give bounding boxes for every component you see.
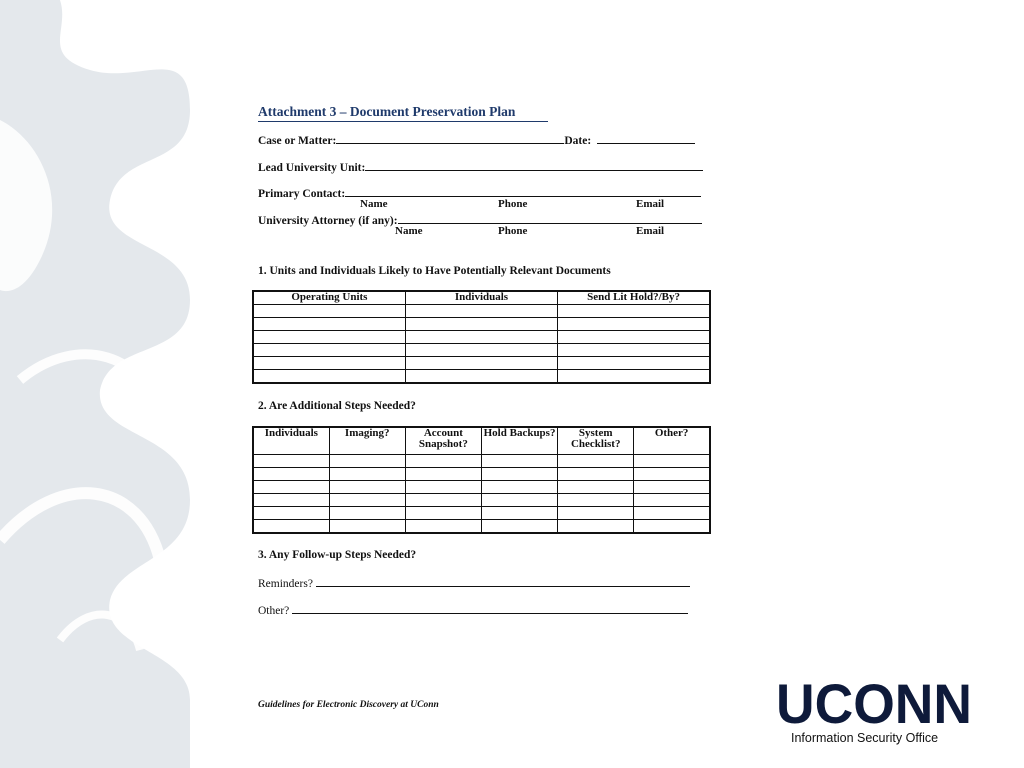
additional-steps-table <box>252 426 711 534</box>
table-cell[interactable] <box>405 494 481 507</box>
table-cell[interactable] <box>253 507 329 520</box>
table-cell[interactable] <box>481 455 557 468</box>
table-cell[interactable] <box>634 455 710 468</box>
table-row <box>253 494 710 507</box>
section2-heading: 2. Are Additional Steps Needed? <box>258 400 416 412</box>
table-cell[interactable] <box>634 507 710 520</box>
table-cell[interactable] <box>405 357 557 370</box>
uconn-logo <box>774 676 974 728</box>
table-cell[interactable] <box>558 468 634 481</box>
lead-unit-row <box>258 159 703 173</box>
table-row <box>253 468 710 481</box>
table-cell[interactable] <box>329 494 405 507</box>
table-cell[interactable] <box>405 507 481 520</box>
column-header: Account Snapshot? <box>405 427 481 455</box>
table-cell[interactable] <box>253 344 405 357</box>
case-line <box>336 132 564 144</box>
document-title: Attachment 3 – Document Preservation Plan <box>258 104 516 119</box>
table-cell[interactable] <box>558 494 634 507</box>
table-cell[interactable] <box>558 305 710 318</box>
table-row <box>253 370 710 384</box>
table-row <box>253 481 710 494</box>
primary-contact-line <box>345 185 701 197</box>
primary-contact-row <box>258 185 701 199</box>
attorney-label: University Attorney (if any): <box>258 215 398 227</box>
attorney-phone-caption: Phone <box>498 225 528 237</box>
table-cell[interactable] <box>634 481 710 494</box>
table-cell[interactable] <box>253 520 329 534</box>
reminders-line[interactable] <box>316 575 690 587</box>
primary-contact-phone-caption: Phone <box>498 198 528 210</box>
table-cell[interactable] <box>329 520 405 534</box>
attorney-row <box>258 212 702 226</box>
case-label: Case or Matter: <box>258 135 337 147</box>
table-cell[interactable] <box>558 331 710 344</box>
other-line[interactable] <box>292 602 688 614</box>
table-cell[interactable] <box>253 357 405 370</box>
oak-leaf-background <box>0 0 190 768</box>
table-cell[interactable] <box>405 520 481 534</box>
table-cell[interactable] <box>405 468 481 481</box>
document-footer: Guidelines for Electronic Discovery at UConn <box>258 700 439 710</box>
table-cell[interactable] <box>253 318 405 331</box>
table-cell[interactable] <box>253 305 405 318</box>
attorney-line <box>398 212 702 224</box>
table-cell[interactable] <box>253 494 329 507</box>
table-cell[interactable] <box>405 331 557 344</box>
table-cell[interactable] <box>405 481 481 494</box>
table-cell[interactable] <box>634 468 710 481</box>
other-label: Other? <box>258 605 290 617</box>
table-row <box>253 507 710 520</box>
lead-unit-line <box>365 159 703 171</box>
table-cell[interactable] <box>558 357 710 370</box>
table-cell[interactable] <box>253 481 329 494</box>
org-name: Information Security Office <box>791 731 939 745</box>
reminders-row <box>258 575 690 589</box>
table-row <box>253 344 710 357</box>
table-cell[interactable] <box>253 468 329 481</box>
table-cell[interactable] <box>558 520 634 534</box>
table-cell[interactable] <box>253 455 329 468</box>
primary-contact-label: Primary Contact: <box>258 188 346 200</box>
table-cell[interactable] <box>481 468 557 481</box>
column-header: Other? <box>634 427 710 455</box>
table-cell[interactable] <box>481 481 557 494</box>
table-cell[interactable] <box>558 507 634 520</box>
column-header: Operating Units <box>253 291 405 305</box>
table-cell[interactable] <box>558 370 710 384</box>
table-row <box>253 331 710 344</box>
table-row <box>253 305 710 318</box>
section1-heading: 1. Units and Individuals Likely to Have Potentially Relevant Documents <box>258 265 611 277</box>
other-row <box>258 602 688 616</box>
column-header: System Checklist? <box>558 427 634 455</box>
table-cell[interactable] <box>329 481 405 494</box>
table-cell[interactable] <box>558 344 710 357</box>
column-header: Send Lit Hold?/By? <box>558 291 710 305</box>
table-cell[interactable] <box>481 507 557 520</box>
table-cell[interactable] <box>329 455 405 468</box>
column-header: Individuals <box>253 427 329 455</box>
title-underline <box>258 121 548 122</box>
logo-wordmark: UCONN <box>776 676 972 728</box>
primary-contact-name-caption: Name <box>360 198 388 210</box>
table-cell[interactable] <box>253 331 405 344</box>
column-header: Hold Backups? <box>481 427 557 455</box>
units-individuals-table <box>252 290 711 384</box>
table-cell[interactable] <box>405 318 557 331</box>
table-cell[interactable] <box>634 520 710 534</box>
date-line <box>597 132 695 144</box>
table-cell[interactable] <box>558 318 710 331</box>
column-header: Imaging? <box>329 427 405 455</box>
date-label: Date: <box>564 135 592 147</box>
table-cell[interactable] <box>558 455 634 468</box>
lead-unit-label: Lead University Unit: <box>258 162 366 174</box>
attorney-name-caption: Name <box>395 225 423 237</box>
column-header: Individuals <box>405 291 557 305</box>
table-row <box>253 318 710 331</box>
table-cell[interactable] <box>329 507 405 520</box>
table-cell[interactable] <box>481 520 557 534</box>
attorney-email-caption: Email <box>636 225 665 237</box>
table-cell[interactable] <box>481 494 557 507</box>
table-cell[interactable] <box>405 455 481 468</box>
table-cell[interactable] <box>329 468 405 481</box>
table-cell[interactable] <box>558 481 634 494</box>
reminders-label: Reminders? <box>258 578 313 590</box>
primary-contact-email-caption: Email <box>636 198 665 210</box>
table-cell[interactable] <box>405 305 557 318</box>
table-cell[interactable] <box>253 370 405 384</box>
section3-heading: 3. Any Follow-up Steps Needed? <box>258 549 417 561</box>
table-row <box>253 357 710 370</box>
table-cell[interactable] <box>405 370 557 384</box>
table-row <box>253 520 710 534</box>
case-matter-row <box>258 132 695 146</box>
table-cell[interactable] <box>405 344 557 357</box>
table-cell[interactable] <box>634 494 710 507</box>
table-row <box>253 455 710 468</box>
